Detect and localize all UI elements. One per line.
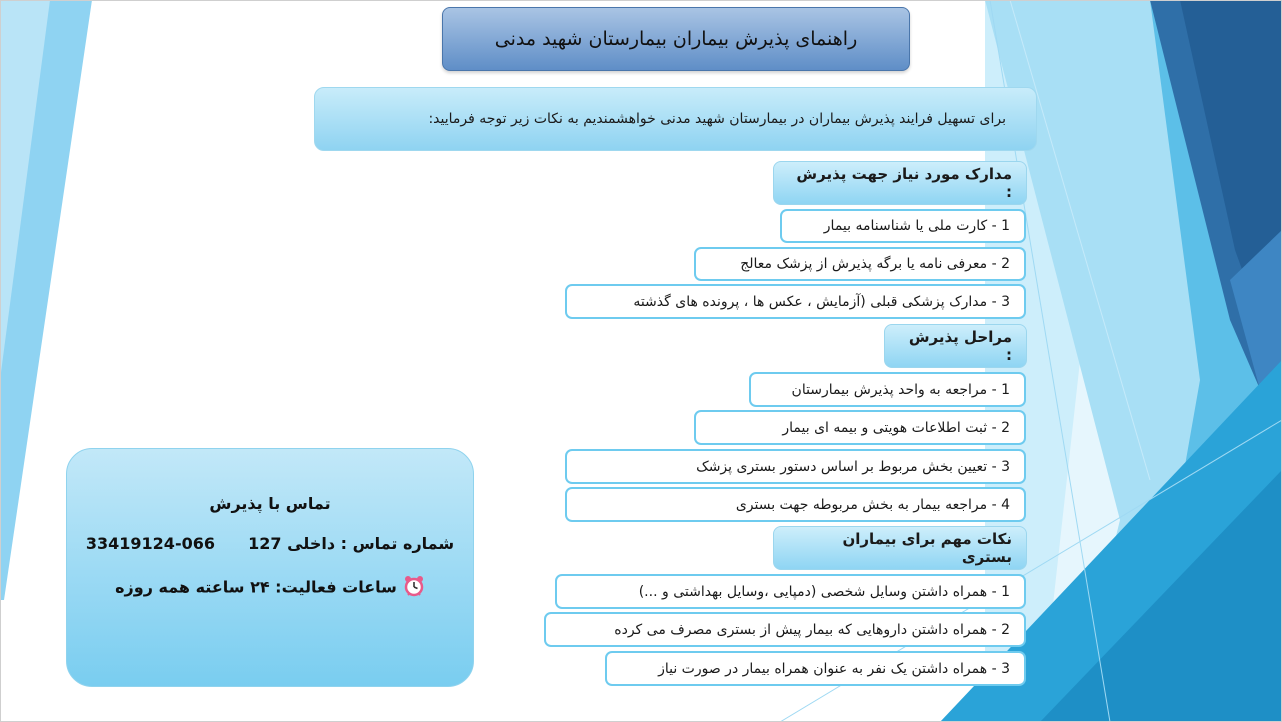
intro-text: برای تسهیل فرایند پذیرش بیماران در بیمارستان شهید مدنی خواهشمندیم به نکات زیر توجه فرمایید: [314, 87, 1037, 151]
contact-phone-line [67, 534, 473, 553]
documents-item-2: 2 - معرفی نامه یا برگه پذیرش از پزشک معالج [694, 247, 1026, 281]
inpatient-notes-heading: نکات مهم برای بیماران بستری [773, 526, 1027, 570]
contact-phone-number: 066-33419124 [85, 534, 215, 553]
documents-item-3: 3 - مدارک پزشکی قبلی (آزمایش ، عکس ها ، پرونده های گذشته [565, 284, 1026, 319]
page-title: راهنمای پذیرش بیماران بیمارستان شهید مدنی [442, 7, 910, 71]
contact-phone-label: شماره تماس : داخلی 127 [248, 534, 455, 553]
documents-item-1: 1 - کارت ملی یا شناسنامه بیمار [780, 209, 1026, 243]
contact-heading: تماس با پذیرش [209, 494, 331, 513]
contact-hours: ساعات فعالیت: ۲۴ ساعته همه روزه [115, 577, 397, 597]
contact-hours-line [67, 575, 473, 601]
steps-item-2: 2 - ثبت اطلاعات هویتی و بیمه ای بیمار [694, 410, 1026, 445]
inpatient-notes-item-1: 1 - همراه داشتن وسایل شخصی (دمپایی ،وسایل بهداشتی و ...) [555, 574, 1026, 609]
steps-item-1: 1 - مراجعه به واحد پذیرش بیمارستان [749, 372, 1026, 407]
steps-item-3: 3 - تعیین بخش مربوط بر اساس دستور بستری پزشک [565, 449, 1026, 484]
inpatient-notes-item-3: 3 - همراه داشتن یک نفر به عنوان همراه بیمار در صورت نیاز [605, 651, 1026, 686]
documents-heading: مدارک مورد نیاز جهت پذیرش : [773, 161, 1027, 205]
alarm-clock-icon [403, 575, 425, 601]
inpatient-notes-item-2: 2 - همراه داشتن داروهایی که بیمار پیش از بستری مصرف می کرده [544, 612, 1026, 647]
steps-heading: مراحل پذیرش : [884, 324, 1027, 368]
steps-item-4: 4 - مراجعه بیمار به بخش مربوطه جهت بستری [565, 487, 1026, 522]
contact-panel [66, 448, 474, 687]
